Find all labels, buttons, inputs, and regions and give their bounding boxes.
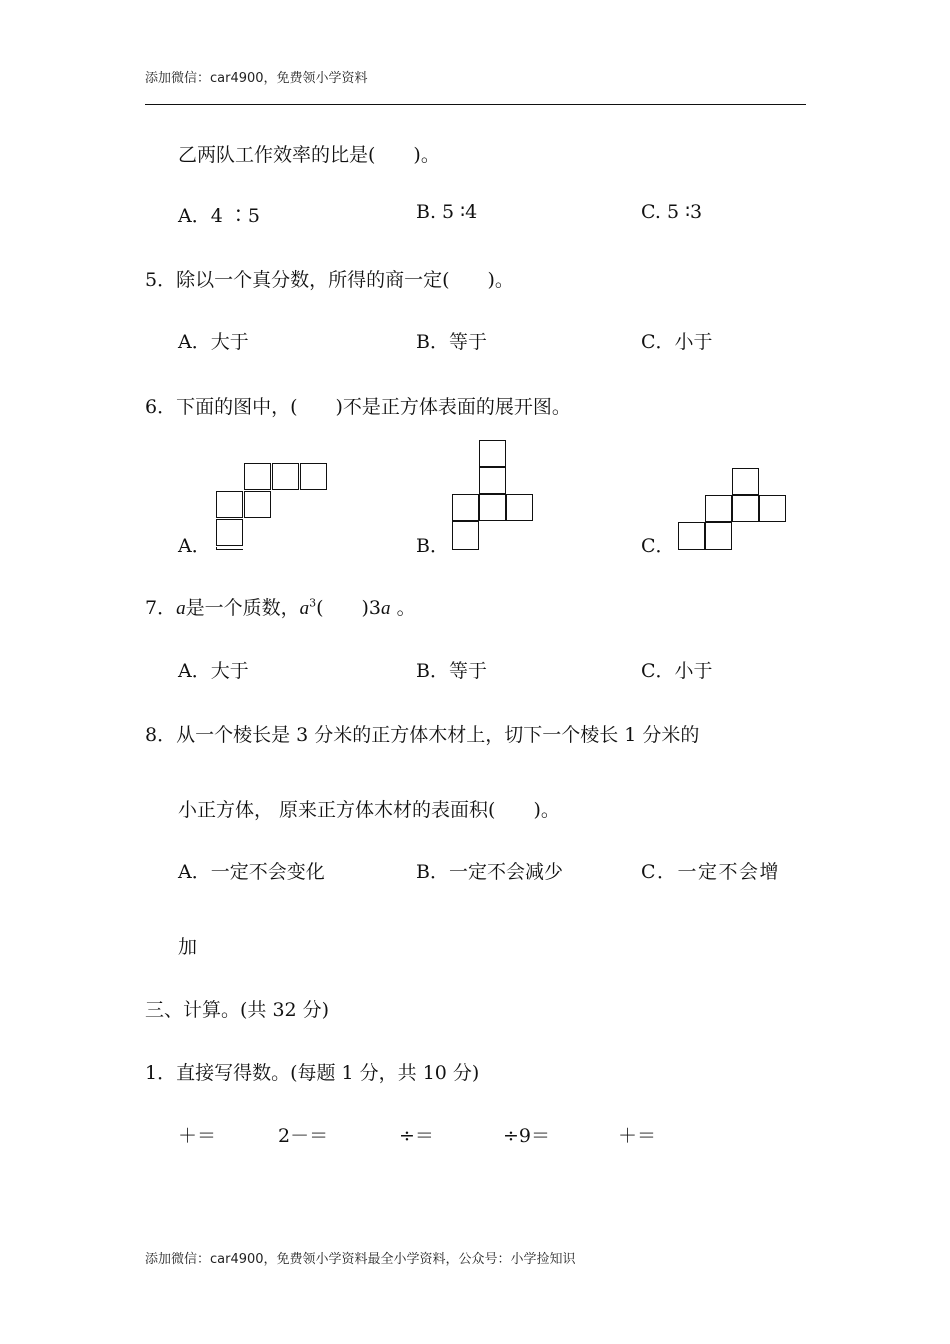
q8-option-a: A．一定不会变化	[178, 861, 325, 883]
net-b-cell	[452, 521, 479, 550]
q5-option-a: A．大于	[178, 331, 249, 353]
calc1-item: ＋＝	[178, 1125, 217, 1147]
calc1-item: ＋＝	[618, 1125, 657, 1147]
q4-continuation: 乙两队工作效率的比是( )。	[178, 144, 440, 166]
q8-option-c-wrap: 加	[178, 936, 198, 958]
q7-text1: 是一个质数，	[185, 597, 300, 619]
q7-text2: ( )3	[316, 597, 382, 619]
q7-end: 。	[390, 597, 416, 619]
q5-option-b: B．等于	[416, 331, 487, 353]
q7-var-a2: a	[299, 598, 310, 619]
net-b-cell	[479, 440, 506, 467]
net-c-cell	[732, 468, 759, 495]
calc1-item: ÷9＝	[503, 1125, 551, 1147]
net-a-cell	[300, 463, 327, 490]
q6-option-b: B．	[416, 535, 449, 557]
q7-var-a: a	[176, 598, 186, 619]
q4-option-a: A．4 ∶5	[178, 205, 260, 227]
net-a-cell	[244, 491, 271, 518]
q8-option-b: B．一定不会减少	[416, 861, 563, 883]
net-c-cell	[678, 522, 705, 550]
calc1-item: 2－＝	[278, 1125, 329, 1147]
net-c-cell	[732, 495, 759, 522]
footer-text: 添加微信：car4900，免费领小学资料最全小学资料，公众号：小学捡知识	[145, 1252, 576, 1267]
q8-line1: 8．从一个棱长是 3 分米的正方体木材上，切下一个棱长 1 分米的	[145, 724, 700, 746]
q7-option-c: C．小于	[641, 660, 713, 682]
q6-option-a: A．	[178, 535, 211, 557]
net-c-cell	[705, 495, 732, 522]
q4-option-b: B. 5 ∶4	[416, 201, 478, 223]
net-c-cell	[705, 522, 732, 550]
net-a-cell	[216, 519, 243, 546]
header-text: 添加微信：car4900，免费领小学资料	[145, 71, 368, 86]
net-b-cell	[452, 494, 479, 521]
net-c-cell	[759, 495, 786, 522]
q6-option-c: C．	[641, 535, 675, 557]
net-a-cell	[244, 463, 271, 490]
net-a-cell	[272, 463, 299, 490]
net-a-edge	[216, 547, 243, 550]
q4-option-c: C. 5 ∶3	[641, 201, 703, 223]
q8-option-c: C．一定不会增	[641, 861, 781, 883]
q5-option-c: C．小于	[641, 331, 713, 353]
q7-var-a3: a	[381, 598, 391, 619]
net-a-cell	[216, 491, 243, 518]
q7-option-a: A．大于	[178, 660, 249, 682]
header-divider	[145, 104, 806, 105]
net-b-cell	[506, 494, 533, 521]
calc1-item: ÷＝	[399, 1125, 434, 1147]
section3-title: 三、计算。(共 32 分)	[145, 999, 330, 1021]
q6-stem: 6．下面的图中，( )不是正方体表面的展开图。	[145, 396, 571, 418]
net-b-cell	[479, 467, 506, 494]
q7-option-b: B．等于	[416, 660, 487, 682]
q5-stem: 5．除以一个真分数，所得的商一定( )。	[145, 269, 514, 291]
q7-stem	[145, 593, 416, 620]
q8-line2: 小正方体， 原来正方体木材的表面积( )。	[178, 799, 560, 821]
net-b-cell	[479, 494, 506, 521]
q7-number: 7．	[145, 597, 177, 619]
calc1-stem: 1．直接写得数。(每题 1 分，共 10 分)	[145, 1062, 480, 1084]
q7-exponent: 3	[309, 596, 317, 610]
